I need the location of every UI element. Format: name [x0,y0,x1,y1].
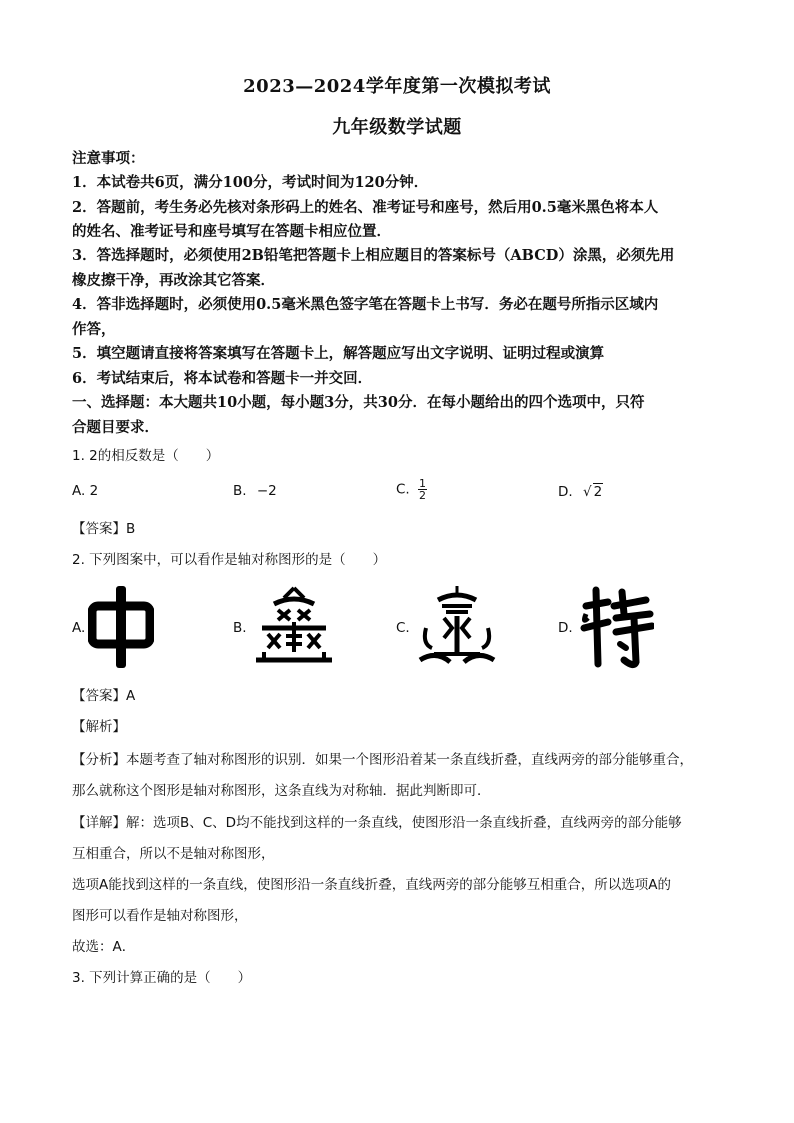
q2-option-c-image [416,584,498,668]
q1-option-d: D. √ 2 [558,484,603,500]
q1-option-a: A. 2 [72,483,99,499]
q2-option-a-image [88,584,154,670]
q2-stem: 2. 下列图案中，可以看作是轴对称图形的是（ ） [72,552,387,568]
notice-line: 4．答非选择题时，必须使用0.5毫米黑色签字笔在答题卡上书写．务必在题号所指示区域内 [72,296,659,313]
q2-option-b-label: B. [233,620,247,636]
q2-analysis-line: 选项A能找到这样的一条直线，使图形沿一条直线折叠，直线两旁的部分能够互相重合，所以选项A的 [72,877,671,893]
q2-analysis-line: 故选：A． [72,939,136,955]
notice-line: 作答， [72,321,116,338]
q2-analysis-line: 图形可以看作是轴对称图形， [72,908,248,924]
exam-subtitle: 九年级数学试题 [332,117,462,138]
notice-line: 2．答题前，考生务必先核对条形码上的姓名、准考证号和座号，然后用0.5毫米黑色将本人 [72,199,659,216]
notice-line: 1．本试卷共6页，满分100分，考试时间为120分钟． [72,174,429,191]
q2-answer: 【答案】A [72,688,136,704]
q2-option-d-label: D. [558,620,573,636]
q2-analysis-line: 【分析】本题考查了轴对称图形的识别．如果一个图形沿着某一条直线折叠，直线两旁的部分能够重合， [72,752,693,768]
q2-option-c-label: C. [396,620,410,636]
q1-option-c: C. $\frac{1}{2}$ [396,477,427,502]
notice-heading: 注意事项： [72,150,145,167]
notice-line: 3．答选择题时，必须使用2B铅笔把答题卡上相应题目的答案标号（ABCD）涂黑，必须先用 [72,247,675,264]
fraction: $\frac{1}{2}$ [419,477,427,502]
q2-option-d-image [578,584,654,670]
notice-line: 6．考试结束后，将本试卷和答题卡一并交回． [72,370,373,387]
q3-stem: 3. 下列计算正确的是（ ） [72,970,252,986]
q2-option-b-image [254,586,334,666]
notice-line: 5．填空题请直接将答案填写在答题卡上，解答题应写出文字说明、证明过程或演算 [72,345,605,362]
q2-analysis-line: 【详解】解：选项B、C、D均不能找到这样的一条直线，使图形沿一条直线折叠，直线两旁的部分能够 [72,815,682,831]
exam-title: 2023—2024学年度第一次模拟考试 [243,76,551,97]
q2-option-a-label: A. [72,620,86,636]
sqrt-symbol: √ [582,484,592,500]
q1-stem: 1. 2的相反数是（ ） [72,448,220,464]
section-heading-cont: 合题目要求． [72,419,159,436]
q2-analysis-heading: 【解析】 [72,719,126,735]
section-heading: 一、选择题：本大题共10小题，每小题3分，共30分．在每小题给出的四个选项中，只符 [72,394,645,411]
q1-answer: 【答案】B [72,521,136,537]
notice-line: 的姓名、准考证号和座号填写在答题卡相应位置． [72,223,391,240]
q1-option-b: B. −2 [233,483,277,499]
q2-analysis-line: 那么就称这个图形是轴对称图形，这条直线为对称轴．据此判断即可． [72,783,491,799]
notice-line: 橡皮擦干净，再改涂其它答案． [72,272,275,289]
q2-analysis-line: 互相重合，所以不是轴对称图形， [72,846,275,862]
